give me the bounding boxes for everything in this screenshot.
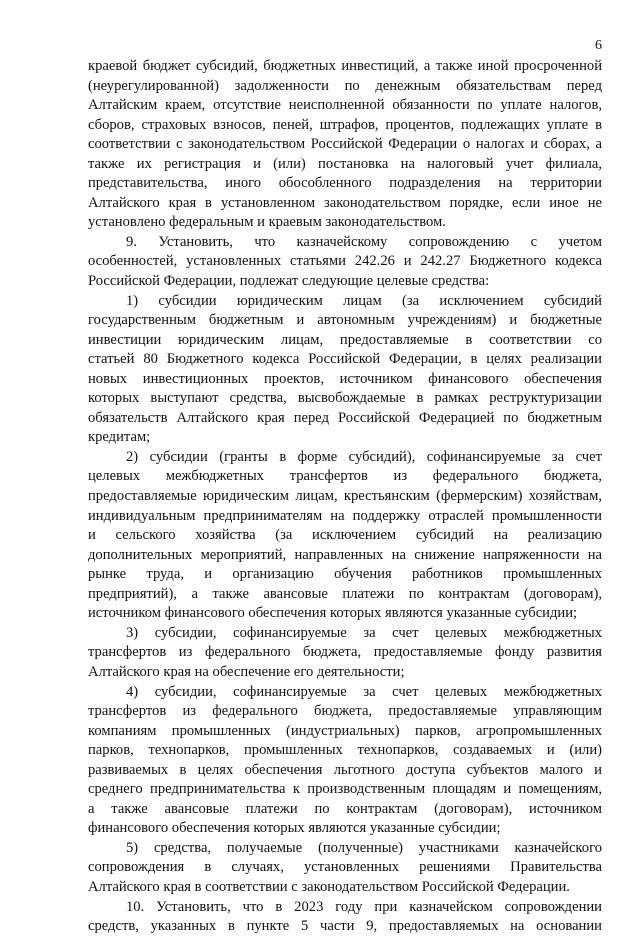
text-line: которых выступают средства, высвобождаемые в рамках реструктуризации — [88, 390, 602, 407]
text-line: статьей 80 Бюджетного кодекса Российской Федерации, в целях реализации — [88, 351, 602, 368]
text-line: 9. Установить, что казначейскому сопровождению с учетом — [126, 233, 602, 250]
text-line: 3) субсидии, софинансируемые за счет целевых межбюджетных — [126, 624, 602, 641]
text-line: также их регистрация и (или) постановка на налоговый учет филиала, — [88, 155, 602, 172]
text-line: представительства, иного обособленного подразделения на территории — [88, 175, 602, 192]
text-line: 1) субсидии юридическим лицам (за исключением субсидий — [126, 292, 602, 309]
text-line: целевых межбюджетных трансфертов из федерального бюджета, — [88, 468, 602, 485]
text-line: 4) субсидии, софинансируемые за счет целевых межбюджетных — [126, 683, 602, 700]
text-line: 10. Установить, что в 2023 году при казначейском сопровождении — [126, 898, 602, 915]
text-line: трансфертов из федерального бюджета, предоставляемые управляющим — [88, 703, 602, 720]
text-line: 2) субсидии (гранты в форме субсидий), софинансируемые за счет — [126, 448, 602, 465]
text-line: трансфертов из федерального бюджета, предоставляемые фонду развития — [88, 644, 602, 661]
text-line: сборов, страховых взносов, пеней, штрафов, процентов, подлежащих уплате в — [88, 116, 602, 133]
text-line: финансового обеспечения которых являются указанные субсидии; — [88, 820, 501, 837]
text-line: особенностей, установленных статьями 242.26 и 242.27 Бюджетного кодекса — [88, 253, 602, 270]
text-line: установлено федеральным и краевым законодательством. — [88, 214, 446, 231]
text-line: парков, технопарков, промышленных технопарков, создаваемых и (или) — [88, 742, 602, 759]
text-line: новых инвестиционных проектов, источником финансового обеспечения — [88, 370, 602, 387]
text-line: Алтайского края в установленном законодательством порядке, если иное не — [88, 194, 602, 211]
page-number: 6 — [595, 38, 602, 53]
text-line: предприятий), а также авансовые платежи по контрактам (договорам), — [88, 585, 602, 602]
text-line: соответствии с законодательством Российской Федерации о налогах и сборах, а — [88, 136, 602, 153]
text-line: среднего предпринимательства к производственным площадям и помещениям, — [88, 781, 602, 798]
text-line: средств, указанных в пункте 5 части 9, предоставляемых на основании — [88, 918, 602, 935]
text-line: краевой бюджет субсидий, бюджетных инвестиций, а также иной просроченной — [88, 58, 602, 74]
text-line: рынке труда, и организацию обучения работников промышленных — [88, 566, 602, 583]
text-line: обязательств Алтайского края перед Российской Федерацией по бюджетным — [88, 409, 602, 426]
text-line: и сельского хозяйства (за исключением субсидий на реализацию — [88, 527, 602, 544]
document-body — [88, 57, 602, 937]
text-line: Алтайского края в соответствии с законодательством Российской Федерации. — [88, 878, 570, 895]
text-line: дополнительных мероприятий, направленных на снижение напряженности на — [88, 546, 602, 563]
text-line: кредитам; — [88, 429, 151, 446]
text-line: компаниям промышленных (индустриальных) парков, агропромышленных — [88, 722, 602, 739]
text-line: источником финансового обеспечения которых являются указанные субсидии; — [88, 605, 578, 622]
text-line: государственным бюджетным и автономным учреждениям) и бюджетные — [88, 312, 602, 329]
text-line: а также авансовые платежи по контрактам (договорам), источником — [88, 800, 602, 817]
text-line: 5) средства, получаемые (полученные) участниками казначейского — [126, 839, 602, 856]
text-line: инвестиции юридическим лицам, предоставляемые в соответствии со — [88, 331, 602, 348]
text-line: Алтайского края на обеспечение его деятельности; — [88, 663, 405, 680]
text-line: предоставляемые юридическим лицам, крестьянским (фермерским) хозяйствам, — [88, 488, 602, 505]
text-line: Российской Федерации, подлежат следующие целевые средства: — [88, 273, 490, 290]
text-line: сопровождения в случаях, установленных решениями Правительства — [88, 859, 602, 876]
text-line: (неурегулированной) задолженности по денежным обязательствам перед — [88, 77, 602, 94]
text-line: Алтайским краем, отсутствие неисполненной обязанности по уплате налогов, — [88, 97, 602, 114]
text-line: развиваемых в целях обеспечения льготного доступа субъектов малого и — [88, 761, 602, 778]
text-line: индивидуальным предпринимателям на поддержку отраслей промышленности — [88, 507, 602, 524]
